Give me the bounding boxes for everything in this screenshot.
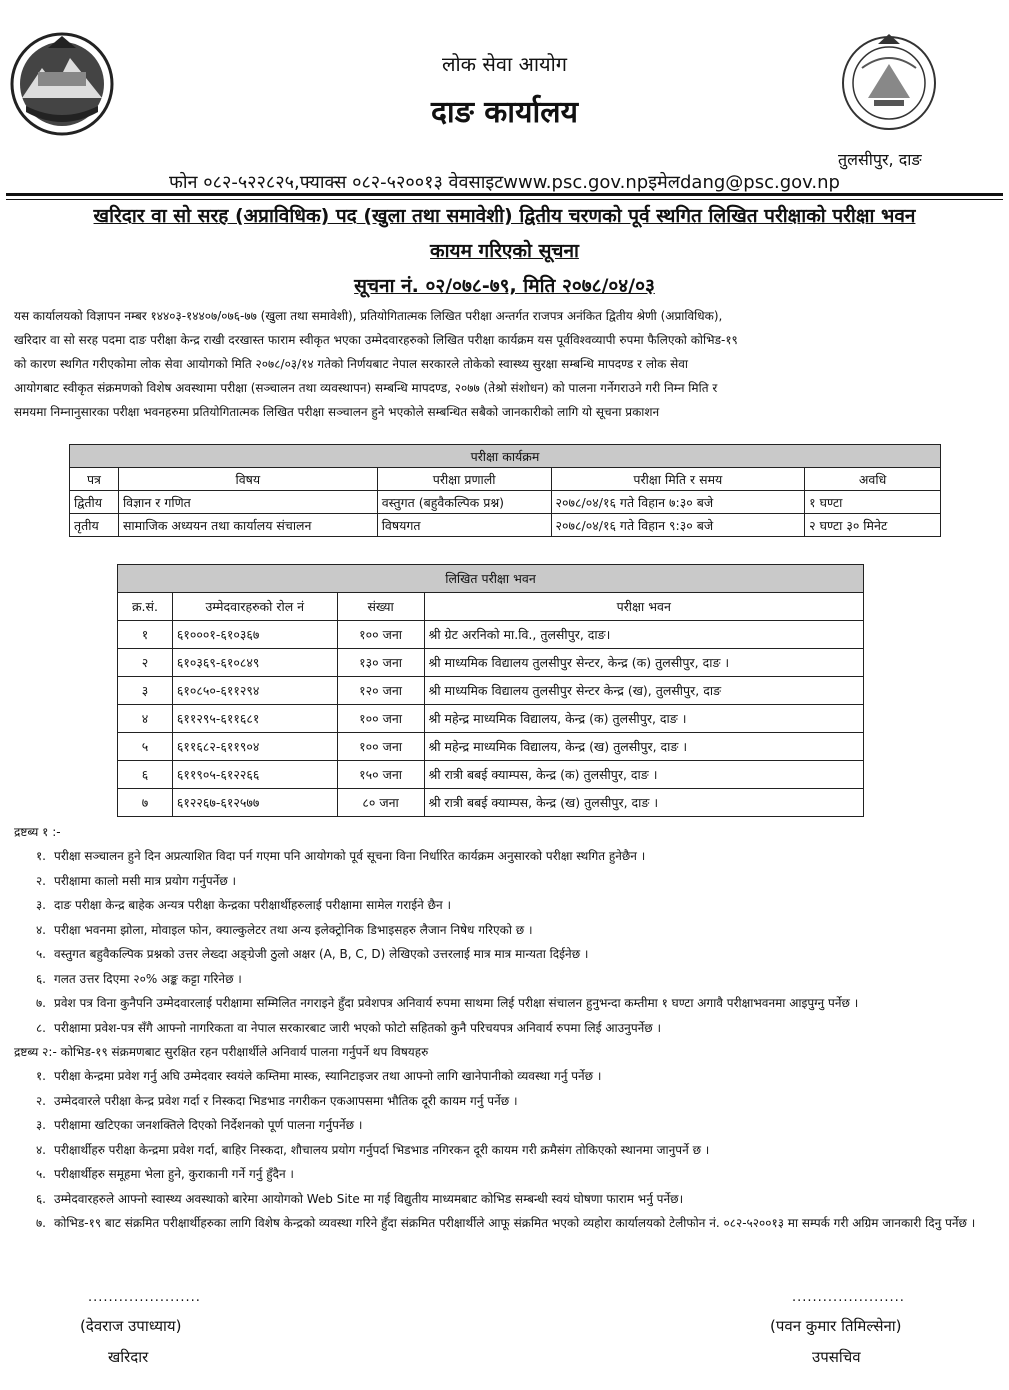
list-number: १. [35,1069,46,1083]
table-cell: विषयगत [377,514,551,537]
intro-line: यस कार्यालयको विज्ञापन नम्बर १४४०३-१४४०७/०७६-७७ (खुला तथा समावेशी), प्रतियोगितात्मक लिखित परीक्षा अन्तर्गत राजपत्र अनंकित द्वितीय श्रेणी (अप्राविधिक), [14,309,723,323]
list-item [14,1162,994,1187]
notes2-heading: द्रष्टब्य २:- कोभिड-१९ संक्रमणबाट सुरक्षित रहन परीक्षार्थीले अनिवार्य पालना गर्नुपर्ने थप विषयहरु [14,1045,429,1059]
table-cell: ६१०३६९-६१०८४९ [172,649,337,677]
intro-line: आयोगबाट स्वीकृत संक्रमणको विशेष अवस्थामा परीक्षा (सञ्चालन तथा व्यवस्थापन) सम्बन्धि मापदण्ड, २०७७ (तेश्रो संशोधन) को पालना गर्नेगराउने गरी निम्न मिति र [14,381,718,395]
table-header-row [118,593,864,621]
list-number: ५. [35,947,46,961]
table-cell: २०७८/०४/१६ गते विहान ७:३० बजे [551,491,805,514]
exam-venue-table [117,564,864,817]
table-cell: ६१०००१-६१०३६७ [172,621,337,649]
notes-section [14,820,994,1236]
column-header: क्र.सं. [118,593,173,621]
table-caption-row [70,445,941,468]
column-header: संख्या [337,593,424,621]
list-text: परीक्षार्थीहरु परीक्षा केन्द्रमा प्रवेश गर्दा, बाहिर निस्कदा, शौचालय प्रयोग गर्नुपर्दा भिडभाड नगिरकन दूरी कायम गरी क्रमैसंग तोकिएको स्थानमा जानुपर्ने छ । [54,1142,710,1157]
table-row [118,733,864,761]
table-cell: श्री महेन्द्र माध्यमिक विद्यालय, केन्द्र (क) तुलसीपुर, दाङ । [424,705,864,733]
list-text: दाङ परीक्षा केन्द्र बाहेक अन्यत्र परीक्षा केन्द्रका परीक्षार्थीहरुलाई परीक्षामा सामेल गराईने छैन । [54,898,452,912]
table-cell: ८० जना [337,789,424,817]
intro-line: को कारण स्थगित गरीएकोमा लोक सेवा आयोगको मिति २०७८/०३/१४ गतेको निर्णयबाट नेपाल सरकारले तोकेको स्वास्थ्य सुरक्षा सम्बन्धि मापदण्ड र लोक सेवा [14,357,688,371]
list-number: २. [35,873,46,888]
table-cell: ६१२२६७-६१२५७७ [172,789,337,817]
list-item [14,844,994,869]
list-number: ७. [35,1216,46,1230]
column-header: परीक्षा प्रणाली [377,468,551,491]
column-header: उम्मेदवारहरुको रोल नं [172,593,337,621]
table-cell: ५ [118,733,173,761]
list-text: परीक्षा सञ्चालन हुने दिन अप्रत्याशित विदा पर्न गएमा पनि आयोगको पूर्व सूचना विना निर्धारित कार्यक्रम अनुसारको परीक्षा स्थगित हुनेछैन । [54,849,646,863]
list-item [14,1113,994,1138]
table-cell: विज्ञान र गणित [118,491,377,514]
list-text: परीक्षा केन्द्रमा प्रवेश गर्नु अघि उम्मेदवार स्वयंले कम्तिमा मास्क, स्यानिटाइजर तथा आफ्नो लागि खानेपानीको व्यवस्था गर्नु पर्नेछ । [54,1069,602,1083]
table-row [118,649,864,677]
right-signatory-name: (पवन कुमार तिमिल्सेना) [770,1317,902,1335]
org-name: लोक सेवा आयोग [441,52,568,76]
list-text: उम्मेदवारले परीक्षा केन्द्र प्रवेश गर्दा र निस्कदा भिडभाड नगरीकन एकआपसमा भौतिक दूरी कायम गर्नु पर्नेछ । [54,1093,518,1108]
list-number: ८. [35,1020,46,1035]
table-cell: वस्तुगत (बहुवैकल्पिक प्रश्न) [377,491,551,514]
list-number: ३. [35,898,46,912]
list-number: ६. [35,1191,46,1206]
venue-caption: लिखित परीक्षा भवन [118,565,864,593]
left-signature-line: ...................... [88,1290,201,1305]
list-text: वस्तुगत बहुवैकल्पिक प्रश्नको उत्तर लेख्दा अङ्ग्रेजी ठुलो अक्षर (A, B, C, D) लेखिएको उत्तरलाई मात्र मात्र मान्यता दिईनेछ । [54,947,589,961]
table-cell: श्री ग्रेट अरनिको मा.वि., तुलसीपुर, दाङ। [424,621,864,649]
right-signature-line: ...................... [792,1290,905,1305]
list-text: परीक्षामा खटिएका जनशक्तिले दिएको निर्देशनको पूर्ण पालना गर्नुपर्नेछ । [54,1118,363,1132]
table-cell: ७ [118,789,173,817]
schedule-caption: परीक्षा कार्यक्रम [70,445,941,468]
office-name: दाङ कार्यालय [431,95,578,130]
list-text: उम्मेदवारहरुले आफ्नो स्वास्थ्य अवस्थाको बारेमा आयोगको Web Site मा गई विद्युतीय माध्यमबाट कोभिड सम्बन्धी स्वयं घोषणा फाराम भर्नु पर्नेछ। [54,1191,684,1206]
list-item [14,1138,994,1163]
table-cell: ६१०८५०-६११२९४ [172,677,337,705]
list-item [14,869,994,894]
list-item [14,893,994,918]
table-cell: १०० जना [337,733,424,761]
list-item [14,1089,994,1114]
header-divider-thin [6,199,1003,200]
table-cell: १३० जना [337,649,424,677]
table-row [118,789,864,817]
list-text: परीक्षामा प्रवेश-पत्र सँगै आफ्नो नागरिकता वा नेपाल सरकारबाट जारी भएको फोटो सहितको कुनै परिचयपत्र अनिवार्य रुपमा लिई आउनुपर्नेछ । [54,1020,662,1035]
table-cell: २ [118,649,173,677]
table-cell: श्री माध्यमिक विद्यालय तुलसीपुर सेन्टर, केन्द्र (क) तुलसीपुर, दाङ । [424,649,864,677]
list-item [14,1064,994,1089]
exam-schedule-table [69,444,941,537]
intro-line: समयमा निम्नानुसारका परीक्षा भवनहरुमा प्रतियोगितात्मक लिखित परीक्षा सञ्चालन हुने भएकोले सम्बन्धित सबैको जानकारीको लागि यो सूचना प्रकाशन [14,405,660,419]
table-cell: श्री महेन्द्र माध्यमिक विद्यालय, केन्द्र (ख) तुलसीपुर, दाङ । [424,733,864,761]
list-text: परीक्षामा कालो मसी मात्र प्रयोग गर्नुपर्नेछ । [54,873,237,888]
notice-title-line2: कायम गरिएको सूचना [430,240,579,262]
list-number: ४. [35,922,46,937]
list-number: ३. [35,1118,46,1132]
list-item [14,967,994,992]
list-item [14,918,994,943]
table-cell: २ घण्टा ३० मिनेट [805,514,941,537]
table-cell: १०० जना [337,705,424,733]
left-signatory-role: खरिदार [108,1348,149,1366]
table-cell: २०७८/०४/१६ गते विहान ९:३० बजे [551,514,805,537]
table-caption-row [118,565,864,593]
table-row [118,621,864,649]
notes1-heading: द्रष्टब्य १ :- [14,825,61,839]
list-number: ७. [35,996,46,1010]
table-cell: श्री रात्री बबई क्याम्पस, केन्द्र (ख) तुलसीपुर, दाङ । [424,789,864,817]
office-location: तुलसीपुर, दाङ [838,150,922,169]
table-cell: श्री रात्री बबई क्याम्पस, केन्द्र (क) तुलसीपुर, दाङ । [424,761,864,789]
list-text: कोभिड-१९ बाट संक्रमित परीक्षार्थीहरुका लागि विशेष केन्द्रको व्यवस्था गरिने हुँदा संक्रमित परीक्षार्थीले आफू संक्रमित भएको व्यहोरा कार्यालयको टेलीफोन नं. ०८२-५२००१३ मा सम्पर्क गरी अग्रिम जानकारी दिनु पर्नेछ । [54,1216,976,1230]
table-cell: ६११९०५-६१२२६६ [172,761,337,789]
column-header: पत्र [70,468,119,491]
table-cell: तृतीय [70,514,119,537]
column-header: परीक्षा मिति र समय [551,468,805,491]
table-row [118,677,864,705]
table-cell: द्वितीय [70,491,119,514]
table-cell: १ घण्टा [805,491,941,514]
table-header-row [70,468,941,491]
list-item [14,1187,994,1212]
list-item [14,991,994,1016]
intro-line: खरिदार वा सो सरह पदमा दाङ परीक्षा केन्द्र राखी दरखास्त फाराम स्वीकृत भएका उम्मेदवारहरुको लिखित परीक्षा कार्यक्रम यस पूर्वविश्वव्यापी रुपमा फैलिएको कोभिड-१९ [14,333,738,347]
list-item [14,1016,994,1041]
notice-reference: सूचना नं. ०२/०७८-७९, मिति २०७८/०४/०३ [354,275,655,297]
list-text: प्रवेश पत्र विना कुनैपनि उम्मेदवारलाई परीक्षामा सम्मिलित नगराइने हुँदा प्रवेशपत्र अनिवार्य रुपमा साथमा लिई परीक्षा संचालन हुनुभन्दा कम्तीमा १ घण्टा अगावै परीक्षाभवनमा आइपुग्नु पर्नेछ । [54,996,859,1010]
list-number: २. [35,1093,46,1108]
list-number: ५. [35,1167,46,1181]
list-item [14,1211,994,1236]
table-cell: १२० जना [337,677,424,705]
table-row [70,514,941,537]
table-cell: सामाजिक अध्ययन तथा कार्यालय संचालन [118,514,377,537]
contact-line: फोन ०८२-५२२८२५,फ्याक्स ०८२-५२००१३ वेवसाइटwww.psc.gov.npइमेलdang@psc.gov.np [169,172,840,193]
header-divider-thick [6,193,1003,196]
table-cell: १५० जना [337,761,424,789]
column-header: परीक्षा भवन [424,593,864,621]
list-text: गलत उत्तर दिएमा २०% अङ्क कट्टा गरिनेछ । [54,971,242,986]
column-header: विषय [118,468,377,491]
table-cell: ६११६८२-६११९०४ [172,733,337,761]
column-header: अवधि [805,468,941,491]
table-cell: १०० जना [337,621,424,649]
left-signatory-name: (देवराज उपाध्याय) [80,1317,182,1335]
table-cell: ३ [118,677,173,705]
table-cell: १ [118,621,173,649]
list-number: ४. [35,1142,46,1157]
table-cell: ४ [118,705,173,733]
notice-intro [14,304,996,424]
table-row [70,491,941,514]
list-text: परीक्षार्थीहरु समूहमा भेला हुने, कुराकानी गर्ने गर्नु हुँदैन । [54,1167,294,1181]
list-number: १. [35,849,46,863]
table-cell: ६११२९५-६११६८१ [172,705,337,733]
table-row [118,705,864,733]
list-number: ६. [35,971,46,986]
right-signatory-role: उपसचिव [812,1348,861,1366]
list-text: परीक्षा भवनमा झोला, मोवाइल फोन, क्याल्कुलेटर तथा अन्य इलेक्ट्रोनिक डिभाइसहरु लैजान निषेध गरिएको छ । [54,922,533,937]
notice-title-line1: खरिदार वा सो सरह (अप्राविधिक) पद (खुला तथा समावेशी) द्वितीय चरणको पूर्व स्थगित लिखित परीक्षाको परीक्षा भवन [93,205,916,227]
table-cell: श्री माध्यमिक विद्यालय तुलसीपुर सेन्टर केन्द्र (ख), तुलसीपुर, दाङ [424,677,864,705]
table-cell: ६ [118,761,173,789]
list-item [14,942,994,967]
table-row [118,761,864,789]
